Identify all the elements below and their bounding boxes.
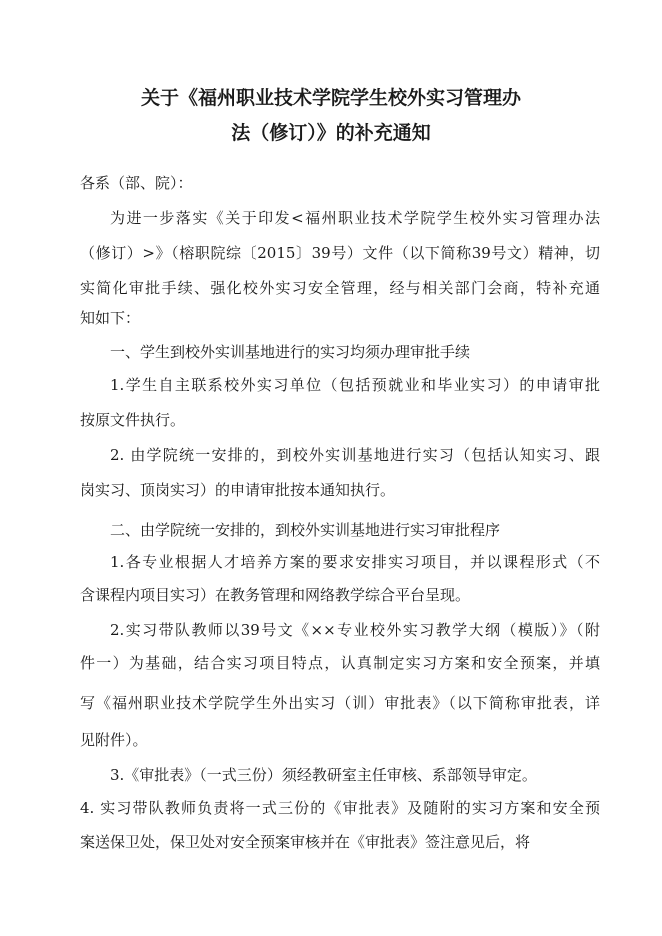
section-heading: 二、由学院统一安排的，到校外实训基地进行实习审批程序 <box>110 521 501 539</box>
salutation: 各系（部、院）： <box>80 174 193 192</box>
section-heading: 一、学生到校外实训基地进行的实习均须办理审批手续 <box>110 343 471 361</box>
text-line: 件一）为基础，结合实习项目特点，认真制定实习方案和安全预案，并填 <box>80 654 600 672</box>
text-line: 知如下： <box>80 309 141 327</box>
title-line: 法（修订）》的补充通知 <box>231 122 431 144</box>
text-line: 岗实习、顶岗实习）的申请审批按本通知执行。 <box>80 481 396 499</box>
text-line: 含课程内项目实习）在教务管理和网络教学综合平台呈现。 <box>80 586 471 604</box>
text-line: 4. 实习带队教师负责将一式三份的《审批表》及随附的实习方案和安全预 <box>80 799 600 817</box>
text-line: 2.实习带队教师以39号文《××专业校外实习教学大纲（模版）》（附 <box>110 621 600 639</box>
text-line: 见附件）。 <box>80 731 148 749</box>
text-line: 为进一步落实《关于印发<福州职业技术学院学生校外实习管理办法 <box>110 209 600 227</box>
text-line: （修订）>》（榕职院综〔2015〕39号）文件（以下简称39号文）精神，切 <box>80 244 600 262</box>
text-line: 3.《审批表》（一式三份）须经教研室主任审核、系部领导审定。 <box>110 766 537 784</box>
title-line: 关于《福州职业技术学院学生校外实习管理办 <box>140 87 521 109</box>
text-line: 实简化审批手续、强化校外实习安全管理，经与相关部门会商，特补充通 <box>80 279 600 297</box>
text-line: 1.学生自主联系校外实习单位（包括预就业和毕业实习）的申请审批 <box>110 376 600 394</box>
text-line: 1.各专业根据人才培养方案的要求安排实习项目，并以课程形式（不 <box>110 553 600 571</box>
text-line: 2. 由学院统一安排的，到校外实训基地进行实习（包括认知实习、跟 <box>110 446 600 464</box>
text-line: 案送保卫处，保卫处对安全预案审核并在《审批表》签注意见后，将 <box>80 833 531 851</box>
text-line: 写《福州职业技术学院学生外出实习（训）审批表》（以下简称审批表，详 <box>80 694 600 712</box>
text-line: 按原文件执行。 <box>80 411 186 429</box>
